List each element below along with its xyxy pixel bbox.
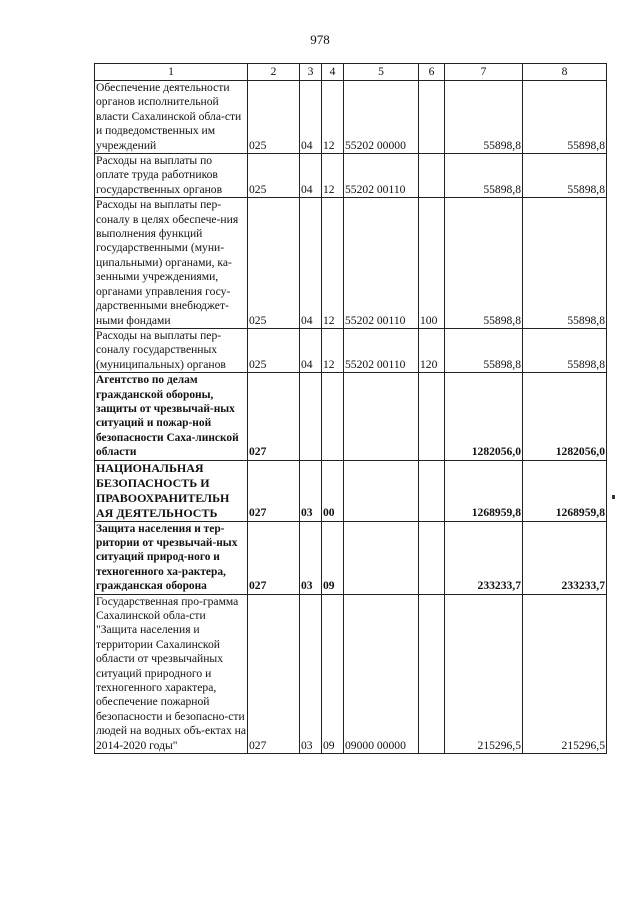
- header-row: [95, 64, 607, 81]
- row-amount-7: 55898,8: [445, 198, 523, 329]
- row-name: Расходы на выплаты пер-соналу в целях обеспече-ния выполнения функций государственными (муни-ципальными) органами, ка-зенными учреждениями, органами управления госу-дарственными внебюджет-ными фондами: [95, 198, 248, 329]
- row-amount-8: 55898,8: [523, 154, 607, 198]
- row-amount-8: 215296,5: [523, 594, 607, 753]
- row-code-2: 025: [248, 198, 300, 329]
- row-code-5: [344, 460, 419, 521]
- row-code-5: 55202 00110: [344, 198, 419, 329]
- row-code-5: 55202 00110: [344, 328, 419, 372]
- row-amount-7: 55898,8: [445, 154, 523, 198]
- row-code-3: 03: [300, 594, 322, 753]
- row-name: Агентство по делам гражданской обороны, защиты от чрезвычай-ных ситуаций и пожар-ной безопасности Саха-линской области: [95, 373, 248, 460]
- header-cell-6: 6: [419, 64, 445, 81]
- row-amount-7: 55898,8: [445, 328, 523, 372]
- row-code-5: 55202 00110: [344, 154, 419, 198]
- row-amount-7: 215296,5: [445, 594, 523, 753]
- row-code-5: [344, 373, 419, 460]
- row-code-4: 12: [322, 81, 344, 154]
- header-cell-5: 5: [344, 64, 419, 81]
- row-code-2: 025: [248, 328, 300, 372]
- row-amount-7: 55898,8: [445, 81, 523, 154]
- row-code-3: [300, 373, 322, 460]
- row-code-6: [419, 460, 445, 521]
- header-cell-3: 3: [300, 64, 322, 81]
- row-code-4: 12: [322, 154, 344, 198]
- row-code-3: 03: [300, 521, 322, 594]
- row-name: Расходы на выплаты по оплате труда работников государственных органов: [95, 154, 248, 198]
- table-row: [95, 594, 607, 753]
- row-code-2: 025: [248, 81, 300, 154]
- row-code-6: [419, 373, 445, 460]
- table-row: [95, 154, 607, 198]
- row-code-2: 027: [248, 521, 300, 594]
- row-code-3: 04: [300, 81, 322, 154]
- header-cell-2: 2: [248, 64, 300, 81]
- row-code-5: [344, 521, 419, 594]
- table-row: [95, 328, 607, 372]
- row-code-2: 027: [248, 373, 300, 460]
- row-code-6: 100: [419, 198, 445, 329]
- row-code-2: 027: [248, 594, 300, 753]
- page-number: 978: [310, 32, 330, 47]
- row-code-6: [419, 521, 445, 594]
- row-amount-8: 1268959,8: [523, 460, 607, 521]
- row-code-3: 03: [300, 460, 322, 521]
- row-code-3: 04: [300, 198, 322, 329]
- row-code-4: 12: [322, 328, 344, 372]
- row-amount-8: 233233,7: [523, 521, 607, 594]
- margin-mark: [612, 495, 615, 499]
- table-row: [95, 373, 607, 460]
- row-code-2: 027: [248, 460, 300, 521]
- row-name: Государственная про-грамма Сахалинской обла-сти "Защита населения и территории Сахалинской области от чрезвычайных ситуаций природного и техногенного характера, обеспечение пожарной безопасности и безопасно-сти людей на водных объ-ектах на 2014-2020 годы": [96, 594, 246, 752]
- budget-table: [94, 63, 607, 754]
- row-amount-8: 55898,8: [523, 81, 607, 154]
- row-amount-7: 233233,7: [445, 521, 523, 594]
- row-code-4: 00: [322, 460, 344, 521]
- row-name: НАЦИОНАЛЬНАЯ БЕЗОПАСНОСТЬ И ПРАВООХРАНИТЕЛЬН АЯ ДЕЯТЕЛЬНОСТЬ: [95, 460, 248, 521]
- header-cell-1: 1: [95, 64, 248, 81]
- row-code-6: 120: [419, 328, 445, 372]
- header-cell-7: 7: [445, 64, 523, 81]
- row-code-5: 55202 00000: [344, 81, 419, 154]
- row-code-2: 025: [248, 154, 300, 198]
- table-row: [95, 81, 607, 154]
- row-code-4: [322, 373, 344, 460]
- header-cell-4: 4: [322, 64, 344, 81]
- row-code-6: [419, 154, 445, 198]
- row-code-6: [419, 594, 445, 753]
- row-amount-8: 1282056,0: [523, 373, 607, 460]
- table-row: [95, 521, 607, 594]
- row-code-6: [419, 81, 445, 154]
- row-code-3: 04: [300, 154, 322, 198]
- header-cell-8: 8: [523, 64, 607, 81]
- row-amount-7: 1282056,0: [445, 373, 523, 460]
- row-code-4: 09: [322, 594, 344, 753]
- row-code-3: 04: [300, 328, 322, 372]
- table-row: [95, 198, 607, 329]
- row-code-4: 12: [322, 198, 344, 329]
- row-name: Расходы на выплаты пер-соналу государственных (муниципальных) органов: [95, 328, 248, 372]
- table-row: [95, 460, 607, 521]
- row-name: Защита населения и тер-ритории от чрезвычай-ных ситуаций природ-ного и техногенного ха-рактера, гражданская оборона: [95, 521, 248, 594]
- row-name: Обеспечение деятельности органов исполнительной власти Сахалинской обла-сти и подведомственных им учреждений: [95, 81, 248, 154]
- row-code-5: 09000 00000: [344, 594, 419, 753]
- row-amount-8: 55898,8: [523, 198, 607, 329]
- row-code-4: 09: [322, 521, 344, 594]
- row-amount-7: 1268959,8: [445, 460, 523, 521]
- row-amount-8: 55898,8: [523, 328, 607, 372]
